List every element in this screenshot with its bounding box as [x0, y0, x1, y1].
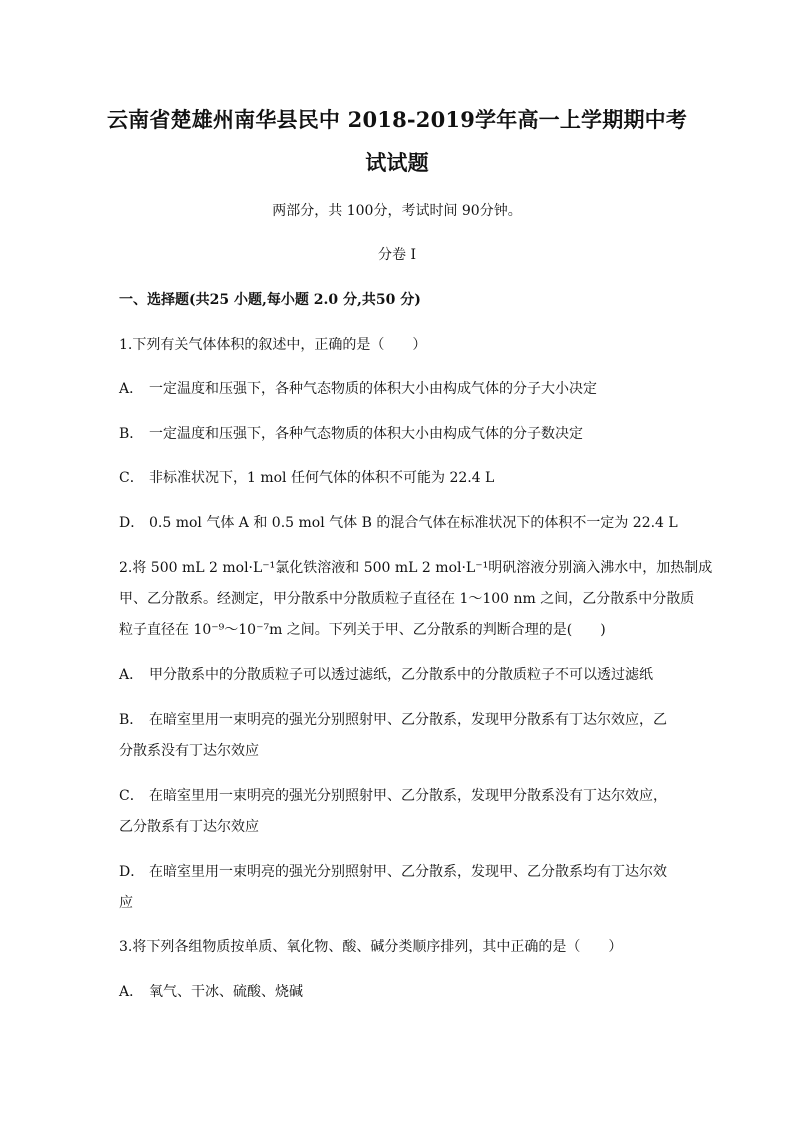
option-label: C．: [119, 470, 144, 486]
option-text: 甲分散系中的分散质粒子可以透过滤纸，乙分散系中的分散质粒子不可以透过滤纸: [149, 667, 653, 683]
option-text: 在暗室里用一束明亮的强光分别照射甲、乙分散系，发现甲、乙分散系均有丁达尔效: [149, 864, 667, 880]
option-text: 0.5 mol 气体 A 和 0.5 mol 气体 B 的混合气体在标准状况下的体积不一定为 22.4 L: [149, 515, 678, 531]
exam-info: 两部分，共 100分，考试时间 90分钟。: [272, 203, 522, 219]
question-3-stem: 3.将下列各组物质按单质、氧化物、酸、碱分类顺序排列，其中正确的是（ ）: [119, 939, 623, 955]
question-2-option-c: [119, 785, 667, 805]
option-text: 氧气、干冰、硫酸、烧碱: [149, 984, 303, 1000]
question-3-option-a: [119, 981, 303, 1001]
option-label: A．: [119, 667, 144, 683]
question-2-stem-line-3: 粒子直径在 10⁻⁹～10⁻⁷m 之间。下列关于甲、乙分散系的判断合理的是( ): [119, 622, 606, 638]
document-title-line-1: 云南省楚雄州南华县民中 2018-2019学年高一上学期期中考: [106, 107, 688, 132]
question-2-option-b: [119, 709, 667, 729]
question-2-option-c-continued: 乙分散系有丁达尔效应: [119, 819, 259, 835]
option-text: 在暗室里用一束明亮的强光分别照射甲、乙分散系，发现甲分散系没有丁达尔效应，: [149, 788, 667, 804]
part-label: 分卷 I: [378, 247, 416, 263]
question-1-option-a: [119, 378, 597, 398]
option-label: B．: [119, 426, 144, 442]
question-2-stem-line-1: 2.将 500 mL 2 mol·L⁻¹氯化铁溶液和 500 mL 2 mol·L⁻¹明矾溶液分别滴入沸水中，加热制成: [119, 560, 713, 576]
option-text: 在暗室里用一束明亮的强光分别照射甲、乙分散系，发现甲分散系有丁达尔效应，乙: [149, 712, 667, 728]
option-label: D．: [119, 515, 145, 531]
question-2-stem-line-2: 甲、乙分散系。经测定，甲分散系中分散质粒子直径在 1～100 nm 之间，乙分散系中分散质: [119, 591, 695, 607]
option-label: A．: [119, 381, 144, 397]
question-1-stem: 1.下列有关气体体积的叙述中，正确的是（ ）: [119, 337, 427, 353]
document-title-line-2: 试试题: [365, 150, 429, 175]
question-1-option-b: [119, 423, 583, 443]
question-1-option-c: [119, 467, 494, 487]
option-label: C．: [119, 788, 144, 804]
question-1-option-d: [119, 512, 678, 532]
question-2-option-a: [119, 664, 653, 684]
option-text: 一定温度和压强下，各种气态物质的体积大小由构成气体的分子数决定: [149, 426, 583, 442]
option-text: 非标准状况下，1 mol 任何气体的体积不可能为 22.4 L: [149, 470, 495, 486]
question-2-option-d-continued: 应: [119, 895, 133, 911]
option-label: A．: [119, 984, 144, 1000]
question-2-option-d: [119, 861, 667, 881]
question-2-option-b-continued: 分散系没有丁达尔效应: [119, 743, 259, 759]
option-text: 一定温度和压强下，各种气态物质的体积大小由构成气体的分子大小决定: [149, 381, 597, 397]
option-label: B．: [119, 712, 144, 728]
option-label: D．: [119, 864, 145, 880]
section-heading: 一、选择题(共25 小题,每小题 2.0 分,共50 分): [119, 292, 421, 308]
